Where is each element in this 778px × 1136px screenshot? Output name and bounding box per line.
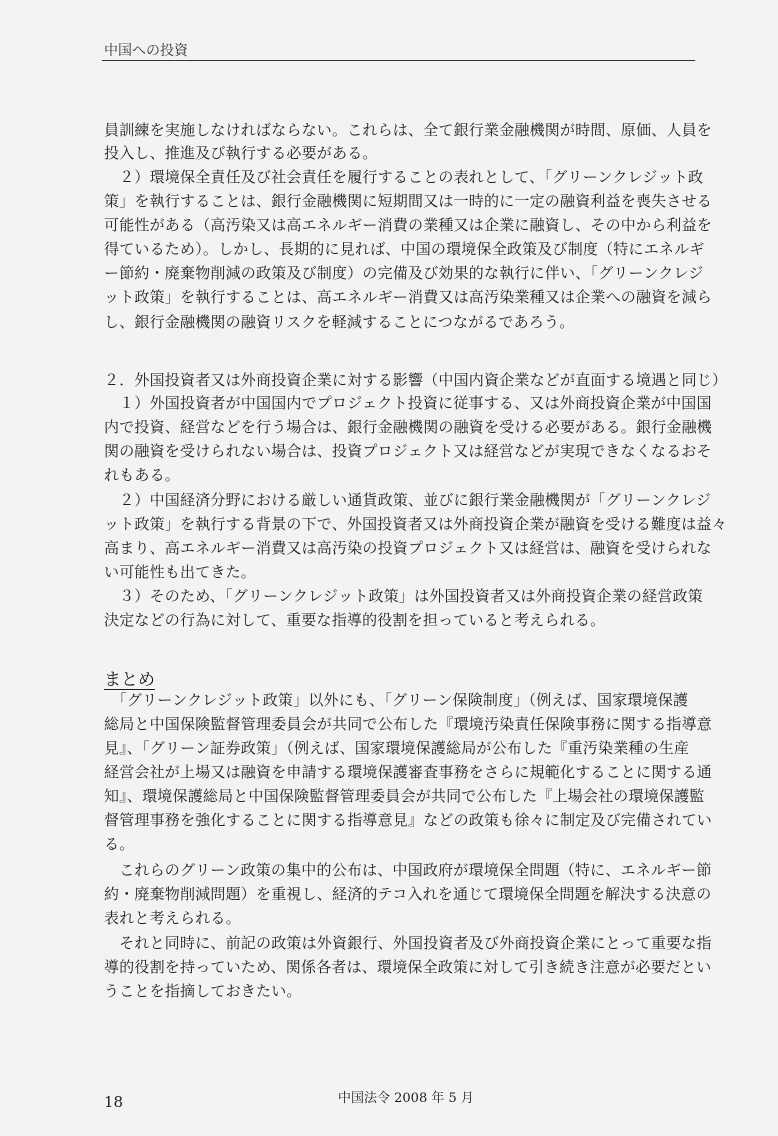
body-line: 員訓練を実施しなければならない。これらは、全て銀行業金融機関が時間、原価、人員を — [104, 121, 713, 139]
page-number: 18 — [104, 1093, 124, 1111]
body-line: １）外国投資者が中国国内でプロジェクト投資に従事する、又は外商投資企業が中国国 — [104, 394, 712, 412]
summary-line: 表れと考えられる。 — [104, 909, 241, 927]
summary-line: 経営会社が上場又は融資を申請する環境保護審査事務をさらに規範化することに関する通 — [104, 763, 713, 781]
summary-line: 督管理事務を強化することに関する指導意見』などの政策も徐々に制定及び完備されてい — [104, 811, 713, 829]
summary-line: 約・廃棄物削減問題）を重視し、経済的テコ入れを通じて環境保全問題を解決する決意の — [104, 885, 712, 903]
body-line: い可能性も出てきた。 — [104, 563, 257, 581]
body-line: 高まり、高エネルギー消費又は高汚染の投資プロジェクト又は経営は、融資を受けられな — [104, 539, 712, 557]
running-header-title: 中国への投資 — [104, 43, 188, 59]
body-line: ３）そのため、「グリーンクレジット政策」は外国投資者又は外商投資企業の経営政策 — [104, 587, 703, 605]
footer-publication: 中国法令 2008 年 5 月 — [338, 1091, 474, 1106]
body-line: ット政策」を執行することは、高エネルギー消費又は高汚染業種又は企業への融資を減ら — [104, 288, 713, 306]
summary-heading: まとめ — [104, 670, 155, 690]
summary-line: 「グリーンクレジット政策」以外にも、「グリーン保険制度」（例えば、国家環境保護 — [104, 691, 689, 709]
body-line: ー節約・廃棄物削減の政策及び制度）の完備及び効果的な執行に伴い、「グリーンクレジ — [104, 264, 704, 282]
summary-line: 見』、「グリーン証券政策」（例えば、国家環境保護総局が公布した『重汚染業種の生産 — [104, 739, 690, 757]
body-line: ２）中国経済分野における厳しい通貨政策、並びに銀行業金融機関が「グリーンクレジ — [104, 491, 712, 509]
body-line: し、銀行金融機関の融資リスクを軽減することにつながるであろう。 — [104, 313, 575, 331]
summary-line: る。 — [104, 835, 135, 853]
header-rule — [102, 60, 695, 61]
body-line: ット政策」を執行する背景の下で、外国投資者又は外商投資企業が融資を受ける難度は益々 — [104, 515, 727, 533]
body-line: れもある。 — [104, 466, 181, 484]
summary-line: 知』、環境保護総局と中国保険監督管理委員会が共同で公布した『上場会社の環境保護監 — [104, 787, 705, 805]
body-line: 可能性がある（高汚染又は高エネルギー消費の業種又は企業に融資し、その中から利益を — [104, 216, 713, 234]
section-heading-line: ２．外国投資者又は外商投資企業に対する影響（中国内資企業などが直面する境遇と同じ） — [104, 371, 728, 389]
body-line: 策」を執行することは、銀行金融機関に短期間又は一時的に一定の融資利益を喪失させる — [104, 192, 713, 210]
body-line: 内で投資、経営などを行う場合は、銀行金融機関の融資を受ける必要がある。銀行金融機 — [104, 418, 713, 436]
body-line: 得ているため）。しかし、長期的に見れば、中国の環境保全政策及び制度（特にエネルギ — [104, 240, 705, 258]
summary-line: うことを指摘しておきたい。 — [104, 982, 302, 1000]
body-line: 関の融資を受けられない場合は、投資プロジェクト又は経営などが実現できなくなるおそ — [104, 442, 712, 460]
summary-line: これらのグリーン政策の集中的公布は、中国政府が環境保全問題（特に、エネルギー節 — [104, 861, 712, 879]
body-line: 投入し、推進及び執行する必要がある。 — [104, 144, 378, 162]
body-line: 決定などの行為に対して、重要な指導的役割を担っていると考えられる。 — [104, 611, 606, 629]
summary-line: それと同時に、前記の政策は外資銀行、外国投資者及び外商投資企業にとって重要な指 — [104, 934, 712, 952]
body-line: ２）環境保全責任及び社会責任を履行することの表れとして、「グリーンクレジット政 — [104, 168, 704, 186]
summary-line: 導的役割を持っていため、関係各者は、環境保全政策に対して引き続き注意が必要だとい — [104, 958, 712, 976]
summary-line: 総局と中国保険監督管理委員会が共同で公布した『環境汚染責任保険事務に関する指導意 — [104, 715, 713, 733]
